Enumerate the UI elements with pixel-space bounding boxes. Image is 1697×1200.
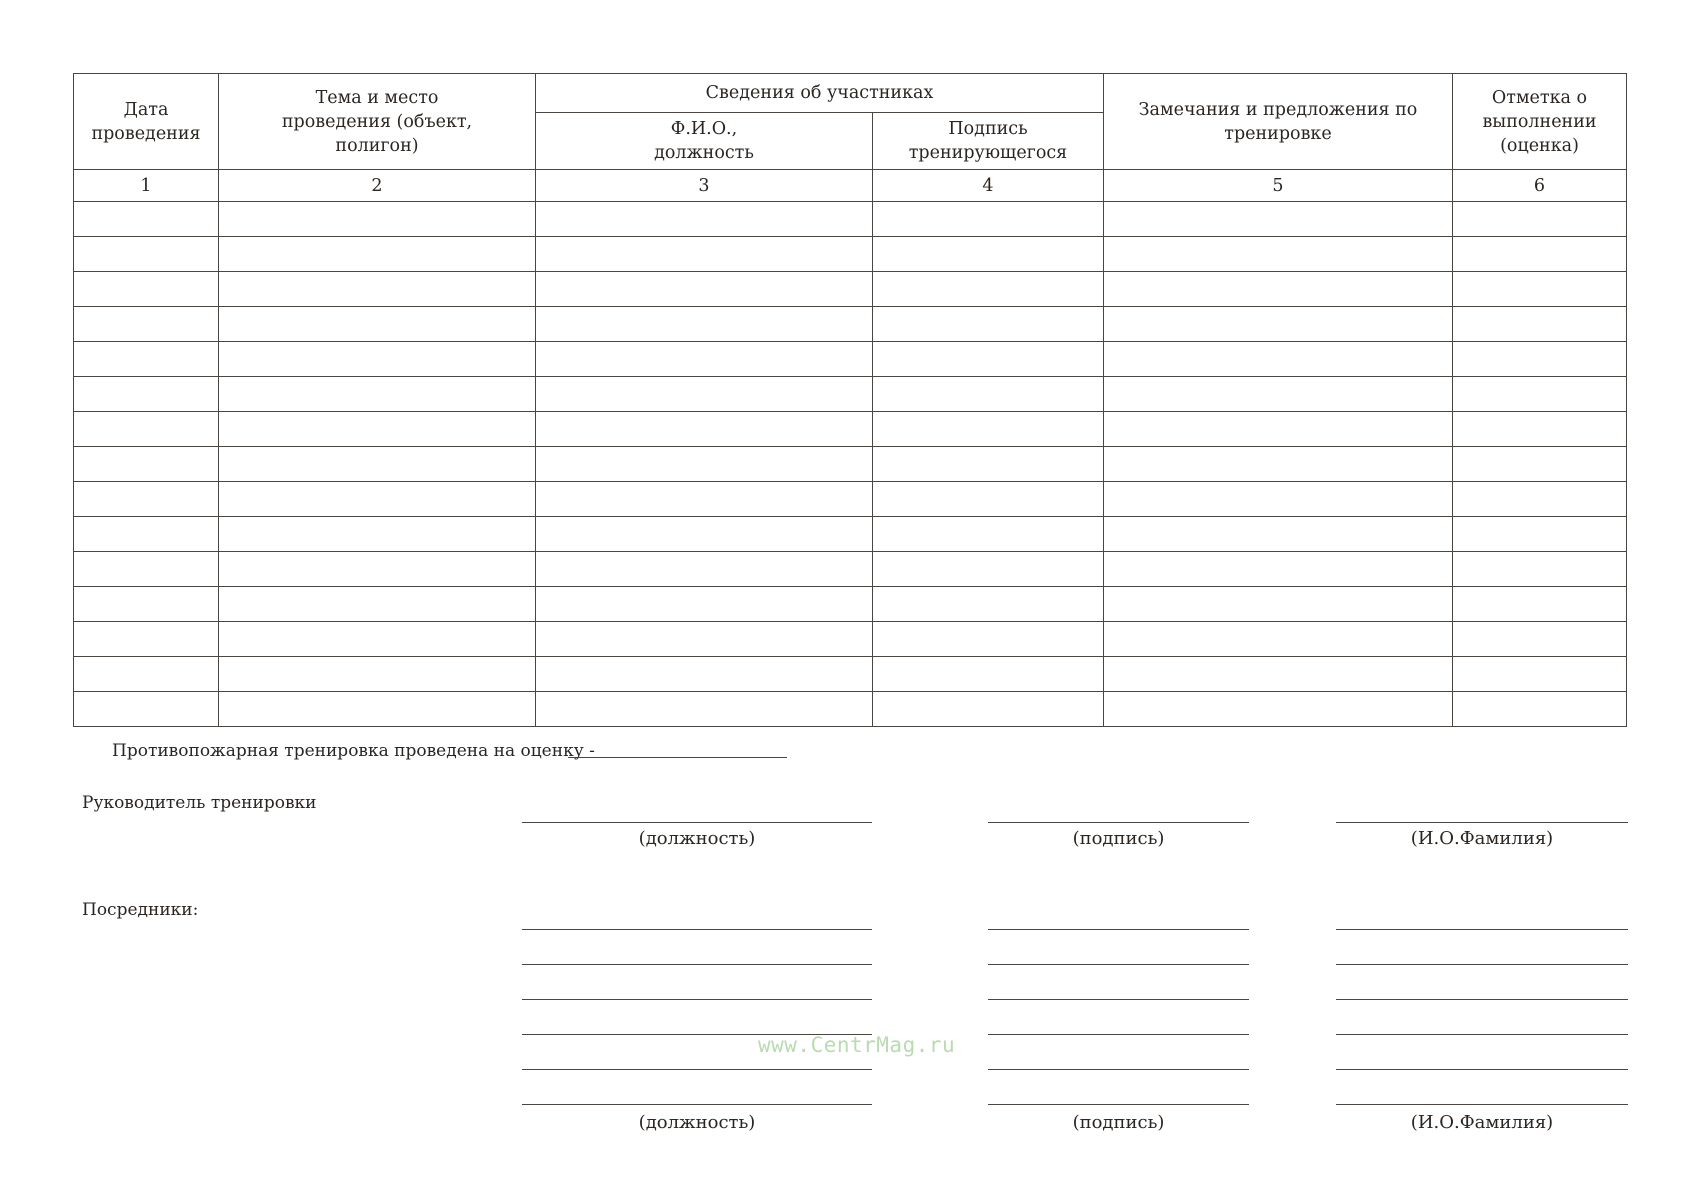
mediator-name-line[interactable] [1336, 964, 1628, 965]
table-cell[interactable] [1453, 412, 1627, 447]
table-cell[interactable] [1104, 272, 1453, 307]
table-cell[interactable] [536, 272, 873, 307]
leader-signature-line[interactable] [988, 822, 1249, 823]
table-cell[interactable] [873, 587, 1104, 622]
table-cell[interactable] [536, 202, 873, 237]
mediator-position-line[interactable] [522, 999, 872, 1000]
mediators-label: Посредники: [82, 900, 199, 920]
table-row [74, 272, 1627, 307]
table-cell[interactable] [219, 272, 536, 307]
table-cell[interactable] [536, 482, 873, 517]
table-cell[interactable] [74, 482, 219, 517]
table-cell[interactable] [536, 657, 873, 692]
table-cell[interactable] [873, 412, 1104, 447]
table-cell[interactable] [873, 657, 1104, 692]
table-cell[interactable] [536, 552, 873, 587]
table-cell[interactable] [536, 622, 873, 657]
table-cell[interactable] [1453, 342, 1627, 377]
table-cell[interactable] [536, 517, 873, 552]
mediator-signature-line[interactable] [988, 1104, 1249, 1105]
header-remarks: Замечания и предложения по тренировке [1104, 74, 1453, 170]
table-cell[interactable] [219, 552, 536, 587]
mediator-name-line[interactable] [1336, 1034, 1628, 1035]
table-cell[interactable] [74, 447, 219, 482]
leader-label: Руководитель тренировки [82, 793, 317, 813]
table-cell[interactable] [74, 517, 219, 552]
mediator-name-line[interactable] [1336, 999, 1628, 1000]
table-cell[interactable] [74, 377, 219, 412]
mediators-position-caption: (должность) [638, 1112, 756, 1133]
table-row [74, 237, 1627, 272]
table-cell[interactable] [1453, 692, 1627, 727]
table-cell[interactable] [1453, 447, 1627, 482]
table-cell[interactable] [873, 517, 1104, 552]
table-cell[interactable] [1104, 447, 1453, 482]
table-cell[interactable] [873, 692, 1104, 727]
table-cell[interactable] [1104, 482, 1453, 517]
table-cell[interactable] [219, 692, 536, 727]
header-mark: Отметка о выполнении (оценка) [1453, 74, 1627, 170]
table-cell[interactable] [1453, 517, 1627, 552]
leader-name-line[interactable] [1336, 822, 1628, 823]
mediators-name-caption: (И.О.Фамилия) [1410, 1112, 1554, 1133]
table-row [74, 482, 1627, 517]
table-cell[interactable] [873, 377, 1104, 412]
header-fio: Ф.И.О., должность [536, 113, 873, 170]
table-cell[interactable] [536, 342, 873, 377]
table-row [74, 412, 1627, 447]
table-row [74, 552, 1627, 587]
column-number: 3 [536, 170, 873, 202]
mediator-name-line[interactable] [1336, 929, 1628, 930]
mediator-signature-line[interactable] [988, 1034, 1249, 1035]
leader-position-line[interactable] [522, 822, 872, 823]
table-cell[interactable] [1453, 202, 1627, 237]
table-cell[interactable] [219, 342, 536, 377]
table-cell[interactable] [536, 447, 873, 482]
header-signature: Подпись тренирующегося [873, 113, 1104, 170]
table-cell[interactable] [1104, 692, 1453, 727]
table-row [74, 587, 1627, 622]
table-cell[interactable] [74, 272, 219, 307]
column-number: 2 [219, 170, 536, 202]
table-cell[interactable] [74, 587, 219, 622]
table-cell[interactable] [1104, 307, 1453, 342]
mediator-signature-line[interactable] [988, 1069, 1249, 1070]
table-cell[interactable] [873, 202, 1104, 237]
mediator-position-line[interactable] [522, 1104, 872, 1105]
table-cell[interactable] [1453, 587, 1627, 622]
table-row [74, 377, 1627, 412]
table-row [74, 202, 1627, 237]
table-cell[interactable] [1104, 587, 1453, 622]
table-row [74, 692, 1627, 727]
mediator-signature-line[interactable] [988, 929, 1249, 930]
table-cell[interactable] [536, 587, 873, 622]
table-cell[interactable] [74, 657, 219, 692]
table-cell[interactable] [219, 377, 536, 412]
table-cell[interactable] [1453, 237, 1627, 272]
table-cell[interactable] [219, 237, 536, 272]
table-cell[interactable] [1104, 237, 1453, 272]
table-cell[interactable] [536, 412, 873, 447]
table-cell[interactable] [1104, 517, 1453, 552]
table-cell[interactable] [219, 622, 536, 657]
grade-underline[interactable] [568, 757, 787, 758]
table-cell[interactable] [1453, 552, 1627, 587]
leader-signature-caption: (подпись) [1072, 828, 1165, 849]
column-number: 4 [873, 170, 1104, 202]
table-cell[interactable] [219, 202, 536, 237]
table-cell[interactable] [873, 307, 1104, 342]
column-number: 5 [1104, 170, 1453, 202]
watermark: www.CentrMag.ru [758, 1033, 956, 1057]
table-cell[interactable] [74, 622, 219, 657]
table-cell[interactable] [1453, 272, 1627, 307]
table-cell[interactable] [873, 552, 1104, 587]
table-cell[interactable] [873, 482, 1104, 517]
table-cell[interactable] [873, 342, 1104, 377]
table-cell[interactable] [1104, 377, 1453, 412]
table-cell[interactable] [1104, 342, 1453, 377]
table-row [74, 517, 1627, 552]
mediator-name-line[interactable] [1336, 1104, 1628, 1105]
table-row [74, 447, 1627, 482]
empty-rows [74, 202, 1627, 727]
table-cell[interactable] [74, 307, 219, 342]
mediator-position-line[interactable] [522, 964, 872, 965]
table-cell[interactable] [536, 237, 873, 272]
mediators-signature-caption: (подпись) [1072, 1112, 1165, 1133]
table-cell[interactable] [74, 342, 219, 377]
table-cell[interactable] [74, 202, 219, 237]
column-number-row [74, 170, 1627, 202]
table-cell[interactable] [536, 692, 873, 727]
table-cell[interactable] [1104, 622, 1453, 657]
table-cell[interactable] [1453, 622, 1627, 657]
table-cell[interactable] [1453, 377, 1627, 412]
table-cell[interactable] [219, 517, 536, 552]
training-log-table [73, 73, 1627, 727]
table-cell[interactable] [873, 237, 1104, 272]
table-cell[interactable] [74, 692, 219, 727]
mediator-name-line[interactable] [1336, 1069, 1628, 1070]
table-cell[interactable] [873, 447, 1104, 482]
table-cell[interactable] [74, 552, 219, 587]
table-cell[interactable] [219, 307, 536, 342]
table-row [74, 657, 1627, 692]
table-cell[interactable] [1104, 657, 1453, 692]
table-cell[interactable] [219, 587, 536, 622]
mediator-position-line[interactable] [522, 1069, 872, 1070]
header-date: Дата проведения [74, 74, 219, 170]
grade-label: Противопожарная тренировка проведена на оценку - [112, 741, 595, 761]
mediator-position-line[interactable] [522, 929, 872, 930]
table-cell[interactable] [873, 272, 1104, 307]
table-cell[interactable] [873, 622, 1104, 657]
column-number: 6 [1453, 170, 1627, 202]
table-cell[interactable] [1104, 412, 1453, 447]
mediator-signature-line[interactable] [988, 999, 1249, 1000]
table-cell[interactable] [1453, 307, 1627, 342]
table-row [74, 622, 1627, 657]
leader-position-caption: (должность) [638, 828, 756, 849]
table-cell[interactable] [219, 482, 536, 517]
table-cell[interactable] [1453, 482, 1627, 517]
table-cell[interactable] [1453, 657, 1627, 692]
table-cell[interactable] [219, 412, 536, 447]
column-number: 1 [74, 170, 219, 202]
table-row [74, 342, 1627, 377]
table-cell[interactable] [219, 447, 536, 482]
mediator-signature-line[interactable] [988, 964, 1249, 965]
table-row [74, 307, 1627, 342]
header-participants: Сведения об участниках [536, 74, 1104, 113]
table-cell[interactable] [219, 657, 536, 692]
table-cell[interactable] [536, 307, 873, 342]
table-cell[interactable] [74, 237, 219, 272]
table-cell[interactable] [74, 412, 219, 447]
leader-name-caption: (И.О.Фамилия) [1410, 828, 1554, 849]
header-topic: Тема и место проведения (объект, полигон) [219, 74, 536, 170]
table-cell[interactable] [536, 377, 873, 412]
table-cell[interactable] [1104, 552, 1453, 587]
table-cell[interactable] [1104, 202, 1453, 237]
